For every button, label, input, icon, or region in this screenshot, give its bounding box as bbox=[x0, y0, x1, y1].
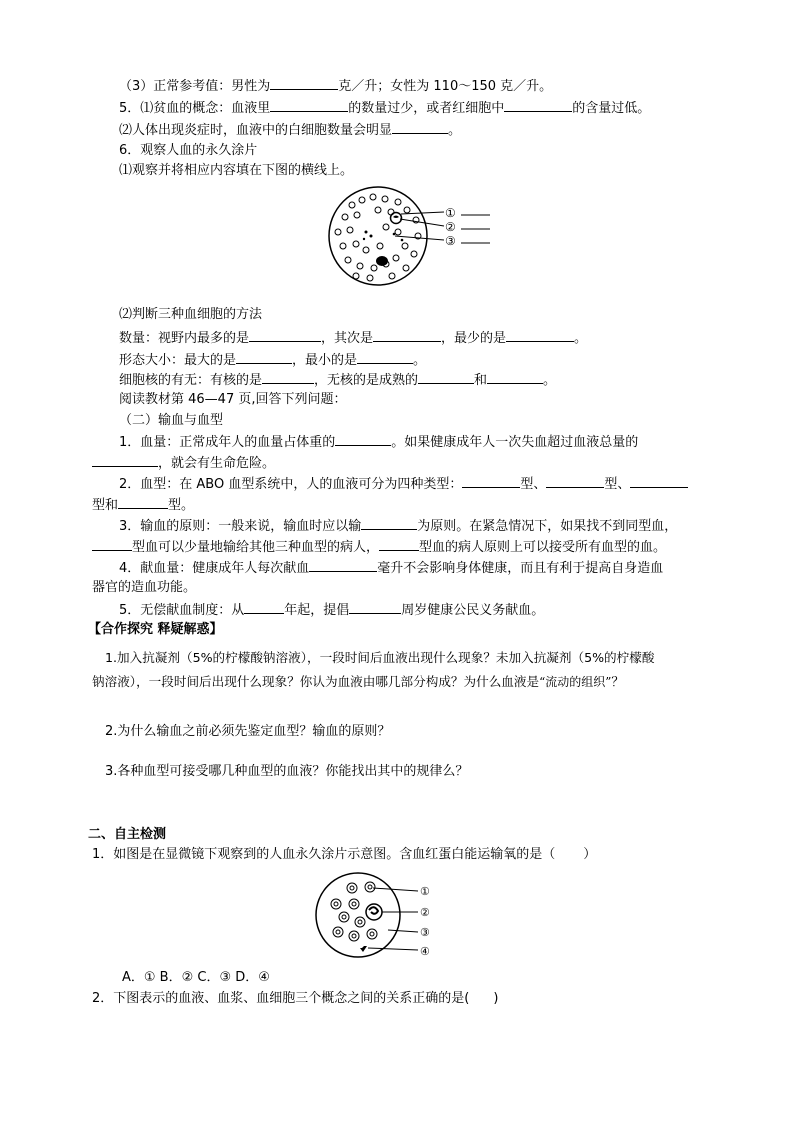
label-3: ③ bbox=[445, 234, 456, 248]
question-3: 3.各种血型可接受哪几种血型的血液？你能找出其中的规律么？ bbox=[105, 764, 469, 779]
line-donation-amount-cont: 器官的造血功能。 bbox=[92, 580, 197, 595]
blank[interactable] bbox=[630, 474, 688, 488]
blank[interactable] bbox=[262, 370, 314, 384]
blank[interactable] bbox=[357, 350, 413, 364]
blank[interactable] bbox=[373, 328, 441, 342]
blank[interactable] bbox=[349, 600, 401, 614]
blank[interactable] bbox=[270, 98, 348, 112]
blank[interactable] bbox=[92, 453, 158, 467]
line-read-textbook: 阅读教材第 46—47 页,回答下列问题： bbox=[119, 392, 347, 407]
test-question-2: 2．下图表示的血液、血浆、血细胞三个概念之间的关系正确的是( ) bbox=[92, 991, 499, 1006]
label-2: ② bbox=[420, 906, 430, 919]
label-lines bbox=[368, 888, 418, 950]
line-blood-volume-cont: ，就会有生命危险。 bbox=[92, 453, 275, 473]
line-blood-type: 2．血型：在 ABO 血型系统中，人的血液可分为四种类型： 型、 型、 bbox=[119, 474, 688, 494]
smear-field bbox=[329, 187, 427, 285]
line-transfusion-principle: 3．输血的原则：一般来说，输血时应以输 为原则。在紧急情况下，如果找不到同型血， bbox=[119, 516, 677, 536]
question-1-line-1: 1.加入抗凝剂（5%的柠檬酸钠溶液），一段时间后血液出现什么现象？未加入抗凝剂（5%的柠檬酸 bbox=[105, 650, 655, 665]
line-quantity: 数量：视野内最多的是 ，其次是 ，最少的是 。 bbox=[119, 328, 587, 348]
heading-transfusion: （二）输血与血型 bbox=[119, 413, 224, 428]
platelet bbox=[360, 946, 367, 952]
blank[interactable] bbox=[270, 76, 338, 90]
blank[interactable] bbox=[244, 600, 284, 614]
blank[interactable] bbox=[236, 350, 292, 364]
label-3: ③ bbox=[420, 926, 430, 939]
blank[interactable] bbox=[309, 558, 377, 572]
line-size: 形态大小：最大的是 ，最小的是 。 bbox=[119, 350, 426, 370]
label-4: ④ bbox=[420, 945, 430, 958]
test-question-1: 1．如图是在显微镜下观察到的人血永久涂片示意图。含血红蛋白能运输氧的是（ ） bbox=[92, 847, 597, 862]
label-1: ① bbox=[445, 206, 456, 220]
blood-smear-figure-2 bbox=[314, 870, 474, 966]
line-donation-amount: 4．献血量：健康成年人每次献血 毫升不会影响身体健康，而且有利于提高自身造血 bbox=[119, 558, 663, 578]
blank[interactable] bbox=[379, 537, 419, 551]
test-question-1-options[interactable]: A．① B．② C．③ D．④ bbox=[122, 970, 270, 985]
blank[interactable] bbox=[392, 120, 448, 134]
label-2: ② bbox=[445, 220, 456, 234]
label-lines bbox=[395, 212, 490, 243]
blank[interactable] bbox=[462, 474, 520, 488]
red-blood-cells bbox=[331, 882, 377, 941]
line-observe-instruction: ⑴观察并将相应内容填在下图的横线上。 bbox=[119, 163, 354, 178]
question-1-line-2: 钠溶液），一段时间后出现什么现象？你认为血液由哪几部分构成？为什么血液是“流动的组织”？ bbox=[92, 674, 624, 689]
blank[interactable] bbox=[546, 474, 604, 488]
section-self-check: 二、自主检测 bbox=[88, 827, 167, 842]
blank[interactable] bbox=[487, 370, 543, 384]
blank[interactable] bbox=[118, 495, 168, 509]
heading-judge-method: ⑵判断三种血细胞的方法 bbox=[119, 307, 263, 322]
line-inflammation: ⑵人体出现炎症时，血液中的白细胞数量会明显 。 bbox=[119, 120, 461, 140]
line-blood-volume: 1．血量：正常成年人的血量占体重的 。如果健康成年人一次失血超过血液总量的 bbox=[119, 432, 638, 452]
blank[interactable] bbox=[361, 516, 417, 530]
blank[interactable] bbox=[506, 328, 574, 342]
line-donation-system: 5．无偿献血制度：从 年起，提倡 周岁健康公民义务献血。 bbox=[119, 600, 544, 620]
nucleated-cell bbox=[376, 256, 388, 266]
heading-observe: 6．观察人血的永久涂片 bbox=[119, 143, 258, 158]
blood-smear-figure-1 bbox=[328, 184, 498, 294]
line-nucleus: 细胞核的有无：有核的是 ，无核的是成熟的 和 。 bbox=[119, 370, 556, 390]
label-1: ① bbox=[420, 885, 430, 898]
heading-cooperative-inquiry: 【合作探究 释疑解惑】 bbox=[88, 622, 223, 637]
blank[interactable] bbox=[335, 432, 391, 446]
blank[interactable] bbox=[249, 328, 321, 342]
blank[interactable] bbox=[418, 370, 474, 384]
line-transfusion-principle-cont: 型血可以少量地输给其他三种血型的病人， 型血的病人原则上可以接受所有血型的血。 bbox=[92, 537, 666, 557]
line-anemia: 5．⑴贫血的概念：血液里 的数量过少，或者红细胞中 的含量过低。 bbox=[119, 98, 650, 118]
blank[interactable] bbox=[92, 537, 132, 551]
smear-field bbox=[316, 873, 400, 957]
question-2: 2.为什么输血之前必须先鉴定血型？输血的原则？ bbox=[105, 724, 391, 739]
line-blood-type-cont: 型和 型。 bbox=[92, 495, 194, 515]
blank[interactable] bbox=[504, 98, 572, 112]
line-ref-values: （3）正常参考值：男性为 克／升；女性为 110～150 克／升。 bbox=[119, 76, 552, 96]
